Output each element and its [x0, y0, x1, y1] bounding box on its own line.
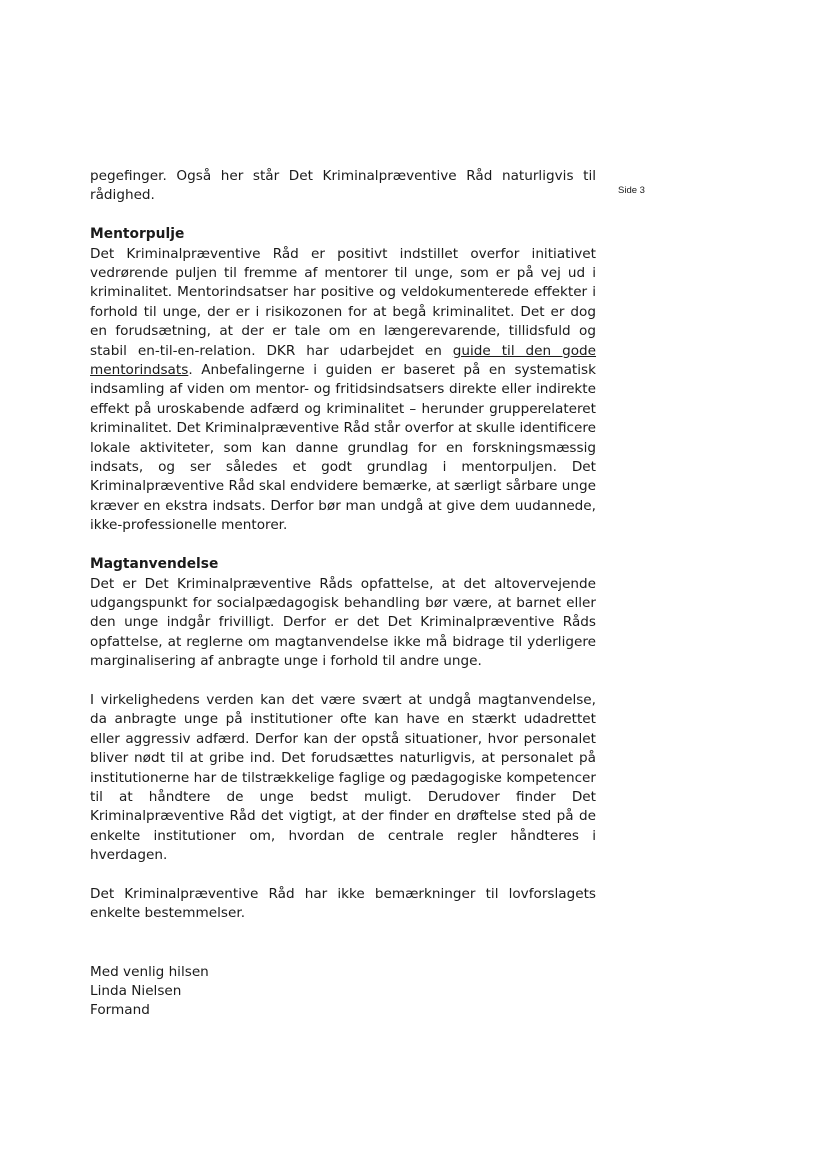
magtanvendelse-paragraph-2: I virkelighedens verden kan det være svært at undgå magtanvendelse, da anbragte unge på institutioner ofte kan have en stærkt udadrettet eller aggressiv adfærd. Derfor kan der opstå situationer, hvor personalet bliver nødt til at gribe ind. Det forudsættes naturligvis, at personalet på institutionerne har de tilstrækkelige faglige og pædagogiske kompetencer til at håndtere de unge bedst muligt. Derudover finder Det Kriminalpræventive Råd det vigtigt, at der finder en drøftelse sted på de enkelte institutioner om, hvordan de centrale regler håndteres i hverdagen. [90, 691, 596, 864]
signature-block [90, 963, 596, 1021]
spacer [90, 866, 596, 885]
mentorpulje-heading: Mentorpulje [90, 226, 185, 243]
intro-paragraph: pegefinger. Også her står Det Kriminalpræventive Råd naturligvis til rådighed. [90, 168, 596, 204]
magtanvendelse-paragraph-1: Det er Det Kriminalpræventive Råds opfattelse, at det altovervejende udgangspunkt for socialpædagogisk behandling bør være, at barnet eller den unge indgår frivilligt. Derfor er det Det Kriminalpræventive Råds opfattelse, at reglerne om magtanvendelse ikke må bidrage til yderligere marginalisering af anbragte unge i forhold til andre unge. [90, 575, 596, 670]
mentorpulje-text-after-link: . Anbefalingerne i guiden er baseret på en systematisk indsamling af viden om mentor- og fritidsindsatsers direkte eller indirekte effekt på uroskabende adfærd og kriminalitet – herunder grupperelateret kriminalitet. Det Kriminalpræventive Råd står overfor at skulle identificere lokale aktiviteter, som kan danne grundlag for en forskningsmæssig indsats, og ser således et godt grundlag i mentorpuljen. Det Kriminalpræventive Råd skal endvidere bemærke, at særligt sårbare unge kræver en ekstra indsats. Derfor bør man undgå at give dem uudannede, ikke-professionelle mentorer. [90, 362, 596, 534]
spacer [90, 924, 596, 943]
spacer [90, 536, 596, 555]
mentorpulje-paragraph [90, 245, 596, 536]
signature-greeting: Med venlig hilsen [90, 963, 209, 980]
signature-name: Linda Nielsen [90, 982, 182, 999]
mentorpulje-text-before-link: Det Kriminalpræventive Råd er positivt indstillet overfor initiativet vedrørende puljen til fremme af mentorer til unge, som er på vej ud i kriminalitet. Mentorindsatser har positive og veldokumenterede effekter i forhold til unge, der er i risikozonen for at begå kriminalitet. Det er dog en forudsætning, at der er tale om en længerevarende, tillidsfuld og stabil en-til-en-relation. DKR har udarbejdet en [90, 245, 596, 359]
spacer [90, 943, 596, 962]
page-number-label: Side 3 [618, 185, 645, 196]
letter-body [90, 167, 596, 1021]
magtanvendelse-heading: Magtanvendelse [90, 556, 219, 573]
closing-paragraph: Det Kriminalpræventive Råd har ikke bemærkninger til lovforslagets enkelte bestemmelser. [90, 885, 596, 922]
mentor-guide-link[interactable]: guide til den gode mentorindsats [90, 342, 597, 379]
signature-title: Formand [90, 1002, 150, 1019]
spacer [90, 672, 596, 691]
spacer [90, 206, 596, 225]
